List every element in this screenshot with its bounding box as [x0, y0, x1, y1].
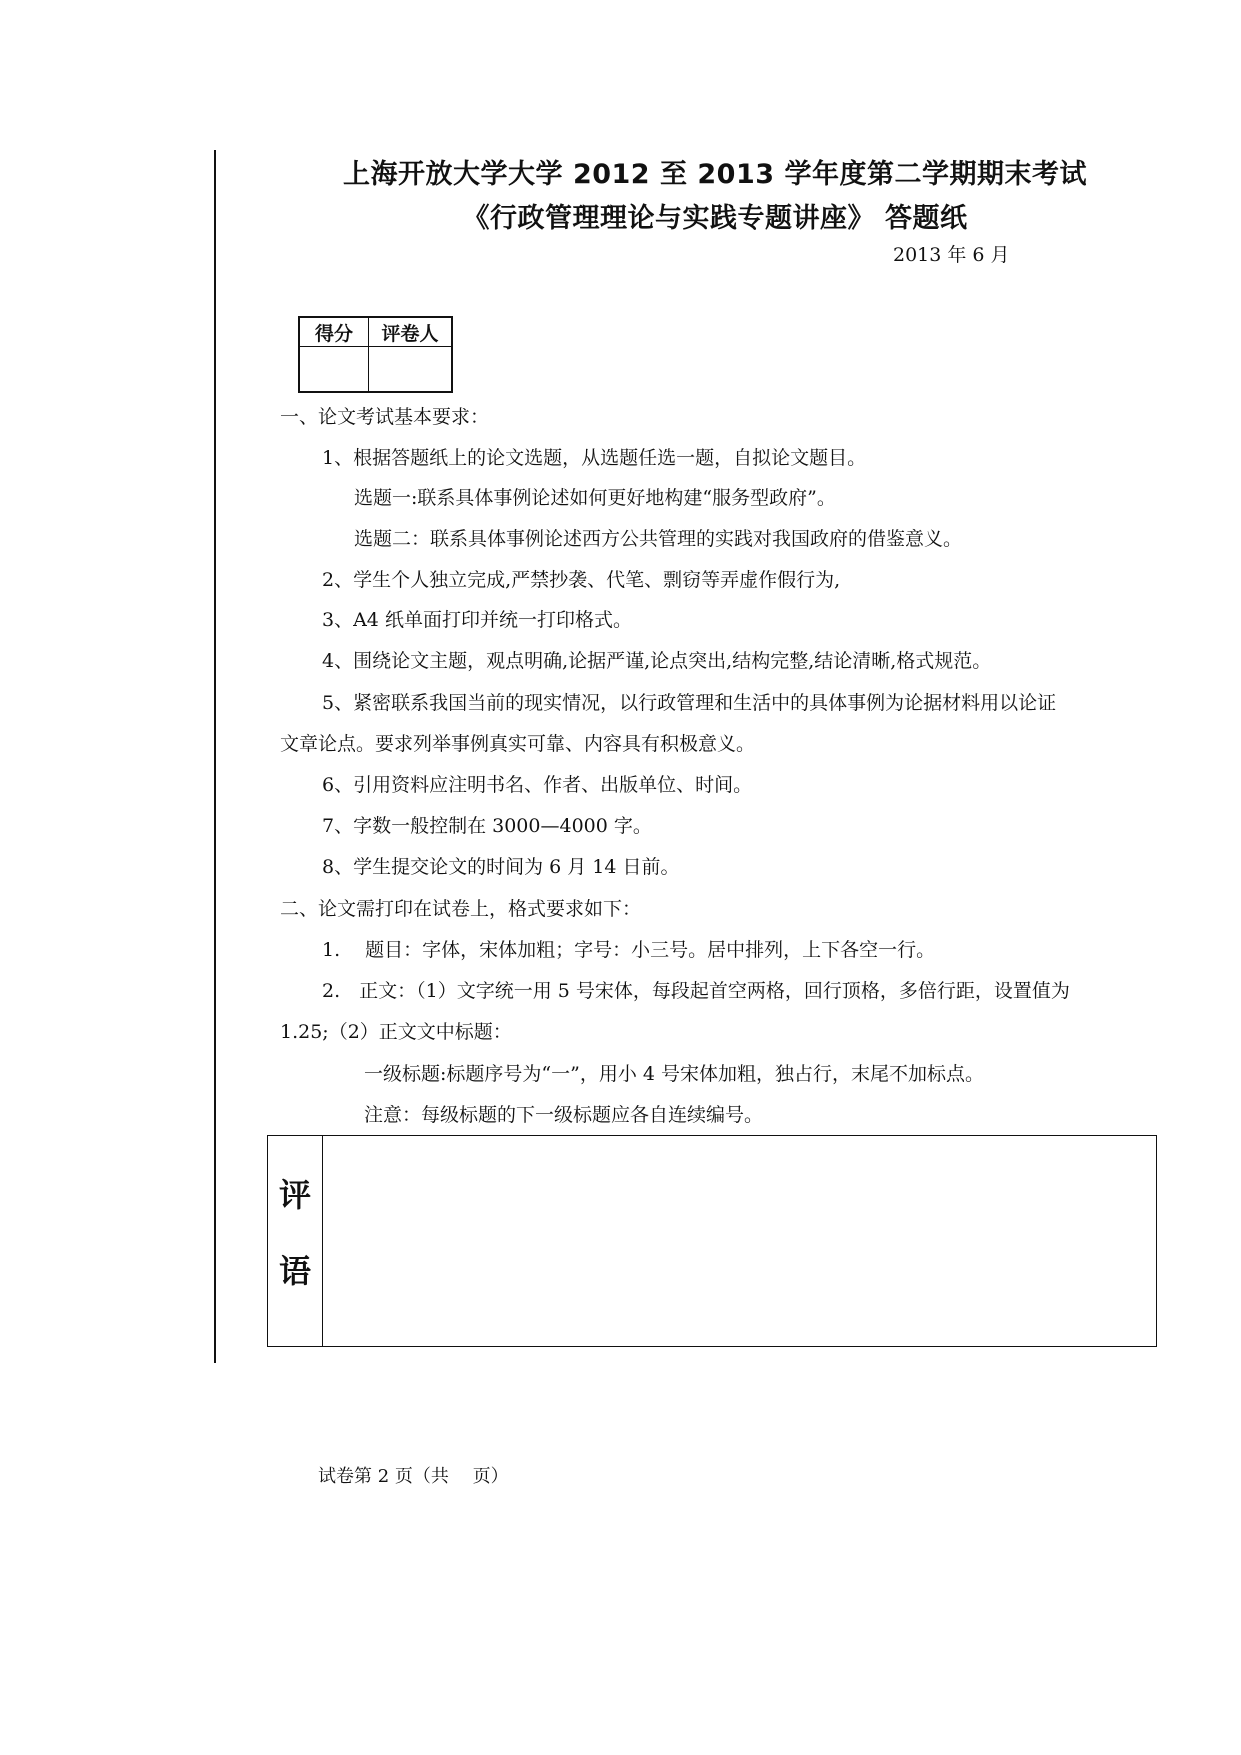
score-table: [298, 316, 453, 393]
requirement-8: 8、学生提交论文的时间为 6 月 14 日前。: [322, 856, 680, 878]
comment-label-char-2: 语: [278, 1252, 311, 1290]
requirement-1: 1、根据答题纸上的论文选题，从选题任选一题，自拟论文题目。: [322, 447, 867, 469]
format-1: 1. 题目：字体，宋体加粗；字号：小三号。居中排列，上下各空一行。: [322, 939, 936, 961]
requirement-6: 6、引用资料应注明书名、作者、出版单位、时间。: [322, 774, 753, 796]
format-2: 2. 正文：（1）文字统一用 5 号宋体，每段起首空两格，回行顶格，多倍行距，设置值为: [322, 980, 1070, 1002]
binding-line: [214, 150, 216, 1363]
exam-date: 2013 年 6 月: [893, 244, 1010, 266]
topic-1: 选题一:联系具体事例论述如何更好地构建“服务型政府”。: [354, 487, 836, 509]
comment-box: [267, 1135, 1157, 1347]
section1-heading: 一、论文考试基本要求：: [280, 406, 490, 428]
grader-cell[interactable]: [369, 347, 453, 393]
numbering-note: 注意：每级标题的下一级标题应各自连续编号。: [364, 1104, 764, 1126]
requirement-3: 3、A4 纸单面打印并统一打印格式。: [322, 609, 632, 631]
format-2-cont: 1.25;（2）正文文中标题：: [280, 1021, 512, 1043]
requirement-2: 2、学生个人独立完成,严禁抄袭、代笔、剽窃等弄虚作假行为,: [322, 569, 841, 591]
requirement-7: 7、字数一般控制在 3000—4000 字。: [322, 815, 652, 837]
score-header: 得分: [299, 317, 369, 347]
requirement-5-cont: 文章论点。要求列举事例真实可靠、内容具有积极意义。: [280, 733, 756, 755]
requirement-4: 4、围绕论文主题，观点明确,论据严谨,论点突出,结构完整,结论清晰,格式规范。: [322, 650, 992, 672]
requirement-5: 5、紧密联系我国当前的现实情况，以行政管理和生活中的具体事例为论据材料用以论证: [322, 692, 1057, 714]
exam-title: 上海开放大学大学 2012 至 2013 学年度第二学期期末考试: [343, 159, 1087, 190]
score-cell[interactable]: [299, 347, 369, 393]
comment-label-column: [268, 1136, 323, 1346]
topic-2: 选题二：联系具体事例论述西方公共管理的实践对我国政府的借鉴意义。: [354, 528, 963, 550]
course-title: 《行政管理理论与实践专题讲座》 答题纸: [462, 203, 968, 234]
page-footer: 试卷第 2 页（共 页）: [318, 1466, 509, 1487]
level1-heading-rule: 一级标题:标题序号为“一”，用小 4 号宋体加粗，独占行，末尾不加标点。: [364, 1063, 984, 1085]
section2-heading: 二、论文需打印在试卷上，格式要求如下：: [280, 898, 642, 920]
comment-label-char-1: 评: [278, 1176, 311, 1214]
grader-header: 评卷人: [369, 317, 453, 347]
